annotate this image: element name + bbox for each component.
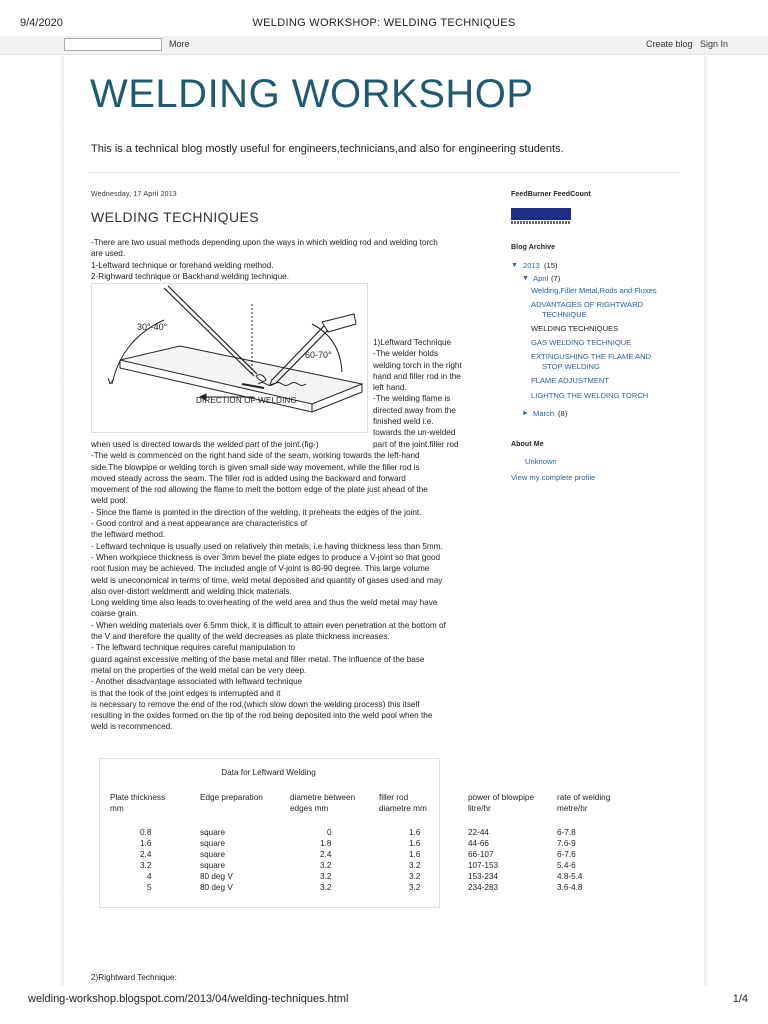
header-line: mm: [110, 804, 124, 813]
header-line: filler rod: [379, 793, 409, 802]
page-shadow-left: [58, 56, 64, 986]
text-line: hand and filler rod in the: [373, 371, 461, 381]
text-line: - Since the flame is pointed in the direction of the welding, it preheats the edges of the joint.: [91, 507, 422, 517]
triangle-down-icon[interactable]: ▼: [522, 275, 529, 282]
archive-month-count: (7): [551, 274, 561, 283]
print-url: welding-workshop.blogspot.com/2013/04/welding-techniques.html: [28, 993, 349, 1005]
table-cell: 234-283: [468, 883, 499, 892]
table-cell: 0.8: [140, 828, 152, 837]
post-title[interactable]: WELDING TECHNIQUES: [91, 209, 259, 225]
table-cell: 22-44: [468, 828, 489, 837]
print-header: [0, 0, 768, 36]
table-title: Data for Leftward Welding: [221, 768, 316, 777]
text-line: - Another disadvantage associated with leftward technique: [91, 677, 303, 687]
profile-name-link[interactable]: Unknown: [525, 457, 557, 466]
blog-archive-heading: Blog Archive: [511, 244, 556, 251]
text-line: guard against excessive melting of the base metal and filler metal. The influence of the base: [91, 654, 425, 664]
text-line: is necessary to remove the end of the rod,(which slow down the welding process) this itself: [91, 699, 420, 709]
table-cell: square: [200, 861, 226, 870]
text-line: towards the un-welded: [373, 428, 456, 438]
table-cell: 1.8: [320, 839, 332, 848]
figure-side-text: [373, 337, 478, 450]
text-line: -The weld is commenced on the right hand side of the seam, working towards the left-hand: [91, 451, 420, 461]
text-line: is that the look of the joint edges is interrupted and it: [91, 688, 281, 698]
header-divider: [88, 172, 680, 173]
table-cell: 5: [147, 883, 152, 892]
text-line: are used.: [91, 249, 126, 259]
table-header: [200, 792, 263, 803]
archive-post-link[interactable]: GAS WELDING TECHNIQUE: [531, 338, 632, 347]
text-line: Long welding time also leads to overheating of the weld area and thus the weld metal may have: [91, 598, 438, 608]
archive-month-count: (8): [558, 409, 568, 418]
text-line: side.The blowpipe or welding torch is given small side way movement, while the filler rod is: [91, 462, 420, 472]
archive-post-link-cont[interactable]: TECHNIQUE: [542, 310, 587, 319]
header-line: edges mm: [290, 804, 329, 813]
table-cell: square: [200, 839, 226, 848]
table-cell: 7.6-9: [557, 839, 576, 848]
post-date: Wednesday, 17 April 2013: [91, 191, 177, 198]
text-line: -There are two usual methods depending upon the ways in which welding rod and welding torch: [91, 238, 438, 247]
text-line: left hand.: [373, 383, 407, 393]
archive-post-link[interactable]: ADVANTAGES OF RIGHTWARD: [531, 300, 644, 309]
table-cell: 3.2: [140, 861, 152, 870]
text-line: welding torch in the right: [373, 360, 462, 370]
table-cell: 6-7.8: [557, 828, 576, 837]
text-line: resulting in the oxides formed on the tip of the rod being deposited into the weld pool when the: [91, 711, 433, 721]
table-cell: 2.4: [140, 850, 152, 859]
triangle-right-icon[interactable]: ►: [522, 410, 529, 417]
table-cell: 1.6: [409, 839, 421, 848]
text-line: the leftward method.: [91, 530, 166, 540]
text-line: the V and therefore the quality of the weld decreases as plate thickness increases.: [91, 632, 390, 642]
table-header: [379, 792, 427, 814]
archive-post-link[interactable]: LIGHTNG THE WELDING TORCH: [531, 391, 649, 400]
print-title: WELDING WORKSHOP: WELDING TECHNIQUES: [252, 17, 516, 29]
table-cell: 1.6: [409, 828, 421, 837]
text-line: weld pool.: [91, 496, 128, 506]
table-header: [557, 792, 610, 814]
archive-year-link[interactable]: 2013: [523, 261, 540, 270]
text-line: - When welding materials over 6.5mm thick, it is difficult to attain even penetration at the bottom of: [91, 620, 446, 630]
text-line: moved steady across the seam. The filler rod is added using the backward and forward: [91, 473, 406, 483]
create-blog-link[interactable]: Create blog: [646, 39, 693, 49]
table-cell: 3.2: [409, 872, 421, 881]
text-line: 1-Leftward technique or forehand welding method.: [91, 260, 274, 270]
table-cell: 3.2: [320, 861, 332, 870]
table-cell: 0: [327, 828, 332, 837]
table-cell: 3.2: [409, 883, 421, 892]
text-line: 2-Righward technique or Backhand welding technique.: [91, 271, 289, 281]
feedburner-badge-caption: [511, 221, 571, 224]
text-line: coarse grain.: [91, 609, 139, 619]
feedburner-badge[interactable]: [511, 208, 571, 220]
table-header: [110, 792, 165, 814]
table-cell: 153-234: [468, 872, 499, 881]
sign-in-link[interactable]: Sign In: [700, 39, 729, 49]
table-cell: 3.6-4.8: [557, 883, 583, 892]
archive-year-count: (15): [544, 261, 558, 270]
header-line: diametre between: [290, 793, 356, 802]
table-cell: 44-66: [468, 839, 489, 848]
text-line: 1)Leftward Technique: [373, 338, 452, 347]
text-line: -The welder holds: [373, 349, 439, 359]
table-cell: 80 deg V: [200, 883, 233, 892]
text-line: weld is recommenced.: [91, 722, 173, 732]
text-line: also over-distort weldmentt and welding thick materials.: [91, 586, 292, 596]
header-line: Plate thickness: [110, 793, 166, 802]
blogger-navbar: [0, 36, 768, 55]
text-line: directed away from the: [373, 405, 456, 415]
navbar-search-input[interactable]: [64, 38, 162, 51]
table-cell: 1.6: [140, 839, 152, 848]
header-line: rate of welding: [557, 793, 611, 802]
table-cell: 4.8-5.4: [557, 872, 583, 881]
angle-label-torch: 30°-40°: [137, 322, 168, 332]
text-line: - When workpiece thickness is over 3mm bevel the plate edges to produce a V-joint so that good: [91, 552, 441, 562]
header-line: Edge preparation: [200, 793, 263, 802]
text-line: when used is directed towards the welded part of the joint.(fig-): [91, 440, 319, 449]
triangle-down-icon[interactable]: ▼: [511, 262, 518, 269]
header-line: litre/hr: [468, 804, 491, 813]
about-me-heading: About Me: [511, 441, 544, 448]
text-line: - Good control and a neat appearance are characteristics of: [91, 519, 308, 529]
header-line: diametre mm: [379, 804, 427, 813]
text-line: root fusion may be achieved. The included angle of V-joint is 80-90 degree. This large volume: [91, 564, 430, 574]
text-line: finished weld i.e.: [373, 417, 434, 427]
text-line: -The welding flame is: [373, 394, 451, 404]
table-cell: 107-153: [468, 861, 499, 870]
view-profile-link[interactable]: View my complete profile: [511, 473, 596, 482]
archive-post-link[interactable]: EXTINGUSHING THE FLAME AND: [531, 352, 652, 361]
header-line: power of blowpipe: [468, 793, 534, 802]
text-line: movement of the rod allowing the flame to melt the bottom edge of the plate just ahead of the: [91, 485, 428, 495]
post-intro: [91, 237, 471, 282]
table-cell: 3.2: [320, 883, 332, 892]
print-date: 9/4/2020: [20, 17, 63, 29]
table-cell: 3.2: [320, 872, 332, 881]
print-page-number: 1/4: [732, 993, 748, 1005]
blog-title[interactable]: WELDING WORKSHOP: [90, 72, 534, 116]
archive-month-link[interactable]: March: [533, 409, 555, 418]
archive-post-link[interactable]: FLAME ADJUSTMENT: [531, 376, 610, 385]
table-cell: 6-7.6: [557, 850, 576, 859]
blog-description: This is a technical blog mostly useful for engineers,technicians,and also for engineering students.: [91, 143, 564, 155]
archive-post-current: WELDING TECHNIQUES: [531, 324, 619, 333]
table-cell: 4: [147, 872, 152, 881]
text-line: - Leftward technique is usually used on relatively thin metals, i.e having thickness less than 5mm.: [91, 541, 443, 551]
table-cell: square: [200, 828, 226, 837]
text-line: part of the joint.filler rod: [373, 439, 459, 449]
post-body: [91, 439, 481, 733]
figure-caption: DIRECTION OF WELDING: [196, 396, 297, 405]
table-header: [468, 792, 534, 814]
page-shadow-right: [704, 56, 710, 986]
table-cell: 5.4-6: [557, 861, 576, 870]
text-line: - The leftward technique requires careful manipulation to: [91, 643, 296, 653]
table-cell: 3.2: [409, 861, 421, 870]
text-line: metal on the properties of the weld metal can be very deep.: [91, 665, 307, 675]
table-cell: 66-107: [468, 850, 494, 859]
feedburner-heading: FeedBurner FeedCount: [511, 191, 591, 198]
table-cell: 80 deg V: [200, 872, 233, 881]
archive-post-link-cont[interactable]: STOP WELDING: [542, 362, 600, 371]
archive-month-link[interactable]: April: [533, 274, 549, 283]
table-cell: 2.4: [320, 850, 332, 859]
section-heading-rightward: 2)Rightward Technique:: [91, 973, 177, 982]
table-header: [290, 792, 355, 814]
angle-label-rod: 60-70°: [305, 350, 332, 360]
table-cell: 1.6: [409, 850, 421, 859]
text-line: weld is uneconomical in terms of time, weld metal deposited and quantity of gases used and may: [91, 575, 443, 585]
navbar-more-button[interactable]: More: [169, 39, 190, 49]
table-cell: square: [200, 850, 226, 859]
header-line: metre/hr: [557, 804, 588, 813]
archive-post-link[interactable]: Welding,Filler Metal,Rods and Fluxes: [531, 286, 657, 295]
